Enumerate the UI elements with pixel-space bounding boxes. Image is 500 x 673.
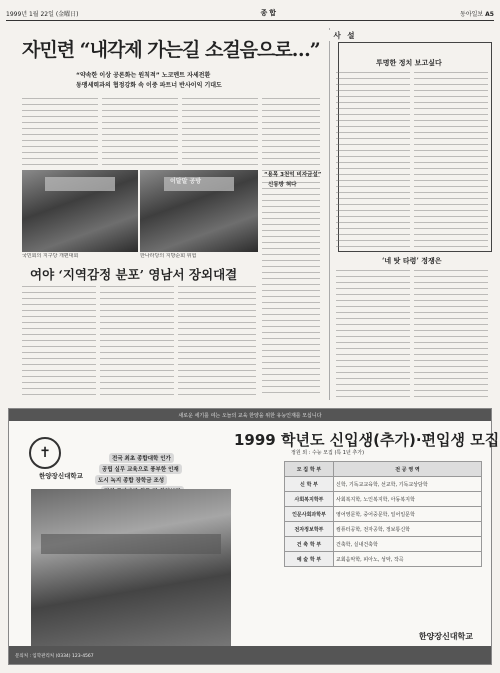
article2-column-3 <box>178 286 256 396</box>
table-row <box>285 537 482 552</box>
university-seal-icon: ✝ <box>29 437 61 469</box>
table-header: 전 공 영 역 <box>334 462 482 477</box>
table-cell: 신 학 부 <box>285 477 334 492</box>
section-headline: 여야 ‘지역감정 분포’ 영남서 장외대결 <box>30 267 238 282</box>
headline-sub-1: “약속한 이상 공론화는 원칙적” 노코멘트 자세전환 <box>76 72 211 79</box>
photo-ruling-party-rally <box>22 170 138 252</box>
editorial-column-2 <box>414 72 488 248</box>
ad-title: 1999 학년도 신입생(추가)·편입생 모집 <box>234 431 500 449</box>
editorial-title-1: 투명한 정치 보고싶다 <box>376 58 442 67</box>
ad-badge: 도시 녹지 종합 장학금 조성 <box>95 475 167 485</box>
photo-caption-right: 한나라당의 지방순회 위험 <box>140 253 197 259</box>
table-row <box>285 522 482 537</box>
header-date: 1999년 1월 22일 (金曜日) <box>6 10 79 18</box>
table-cell: 사회복지학, 노인복지학, 아동복지학 <box>334 492 482 507</box>
article-column-4 <box>262 98 320 398</box>
mid-kicker-2: 신동방 혀다 <box>268 182 297 188</box>
ad-school-name: 한양장신대학교 <box>39 472 83 480</box>
headline-sub-2: 동맹세력과의 협정강화 속 이중 파트너 반사이익 기대도 <box>76 82 222 89</box>
editorial2-column-2 <box>414 270 488 398</box>
university-advertisement <box>8 408 500 665</box>
header-paper: 동아일보 <box>460 10 484 18</box>
table-cell: 사회복지학부 <box>285 492 334 507</box>
table-cell: 신학, 기독교교육학, 선교학, 기독교상담학 <box>334 477 482 492</box>
ad-footer-bar <box>9 646 491 664</box>
photo-box-label: 이달말 공방 <box>170 178 202 185</box>
table-row <box>285 492 482 507</box>
table-cell: 예 술 학 부 <box>285 552 334 567</box>
table-cell: 교회음악학, 피아노, 성악, 작곡 <box>334 552 482 567</box>
ad-footer-school: 한양장신대학교 <box>418 632 473 641</box>
table-cell: 컴퓨터공학, 전자공학, 정보통신학 <box>334 522 482 537</box>
editorial-title-2: ‘네 탓 타령’ 정쟁은 <box>382 256 442 265</box>
table-cell: 인문사회과학부 <box>285 507 334 522</box>
ad-badge: 공립 실무 교육으로 풍부한 인재 <box>99 464 182 474</box>
table-row <box>285 477 482 492</box>
table-row <box>285 507 482 522</box>
editorial-label: 사 설 <box>325 30 365 41</box>
article-column-1 <box>22 98 98 166</box>
page-header <box>6 6 494 21</box>
table-cell: 영어영문학, 중어중문학, 일어일문학 <box>334 507 482 522</box>
header-section: 종합 <box>260 9 279 17</box>
article-column-3 <box>182 98 258 166</box>
header-page: A5 <box>485 10 494 18</box>
table-cell: 전자정보학부 <box>285 522 334 537</box>
mid-kicker-1: “용목 3천억 비자금설” <box>264 172 322 178</box>
ad-top-banner: 새로운 세기를 여는 오늘의 교육 한양을 위한 유능인재를 모십니다 <box>9 409 491 421</box>
editorial2-column-1 <box>336 270 410 398</box>
ad-badge: 전국 최초 종합대학 인가 <box>109 453 174 463</box>
table-row <box>285 552 482 567</box>
ad-recruitment-table <box>284 461 482 567</box>
article-column-2 <box>102 98 178 166</box>
ad-footer-text: 문의처 : 입학관리처 (0334) 123-4567 <box>15 654 94 659</box>
column-divider <box>329 28 330 400</box>
ad-group-photo <box>31 489 231 654</box>
article2-column-1 <box>22 286 96 396</box>
article2-column-2 <box>100 286 174 396</box>
editorial-column-1 <box>336 72 410 248</box>
table-cell: 건 축 학 부 <box>285 537 334 552</box>
photo-caption-left: 국민회의 지구당 개편대회 <box>22 253 79 259</box>
ad-note: 정원 외 : 수능 모집 (특 1년 추가) <box>291 450 365 456</box>
main-headline: 자민련 “내각제 가는길 소걸음으로…” <box>22 39 320 61</box>
table-header: 모 집 학 부 <box>285 462 334 477</box>
table-cell: 건축학, 실내건축학 <box>334 537 482 552</box>
